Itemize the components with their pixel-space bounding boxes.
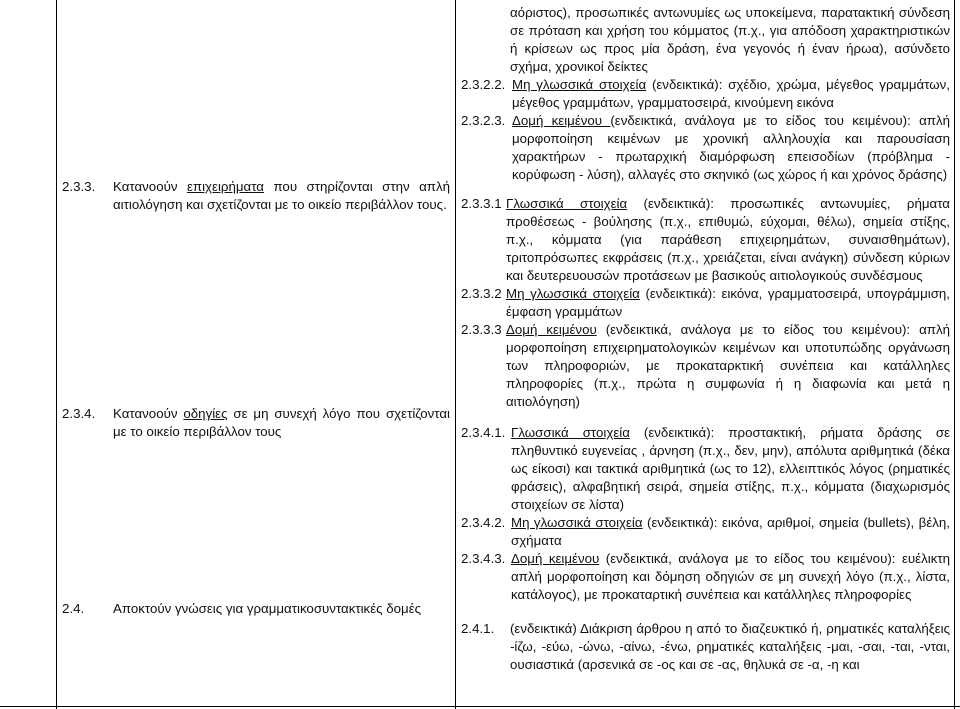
item-2-3-3-1 — [461, 195, 950, 285]
item-text: Δομή κειμένου (ενδεικτικά, ανάλογα με το είδος του κειμένου): απλή μορφοποίηση κειμένων με χρονική αλληλουχία και παρουσίαση χαρακτήρων - πρωταρχική διαμόρφωση επεισοδίων (πρόβλημα - κορύφωση - λύση), αλλαγές στο σκηνικό (ως χώρος ή και χρόνος δράσης) — [512, 113, 950, 182]
item-text: Κατανοούν επιχειρήματα που στηρίζονται στην απλή αιτιολόγηση και σχετίζονται με το οικείο περιβάλλον τους. — [113, 179, 451, 212]
item-text: Κατανοούν οδηγίες σε μη συνεχή λόγο που σχετίζονται με το οικείο περιβάλλον τους — [113, 406, 450, 439]
objective-2-4 — [62, 600, 450, 618]
item-text: Δομή κειμένου (ενδεικτικά, ανάλογα με το είδος του κειμένου): ευέλικτη απλή μορφοποίηση και δόμηση οδηγιών σε μη συνεχή λόγο (π.χ., λίστα, κατάλογος), με προκαταρτική συνέπεια και κατάλληλες πληροφορίες — [511, 551, 950, 602]
objective-2-3-3 — [62, 178, 450, 214]
item-text: Αποκτούν γνώσεις για γραμματικοσυντακτικές δομές — [113, 601, 422, 616]
item-text: Μη γλωσσικά στοιχεία (ενδεικτικά): σχέδιο, χρώμα, μέγεθος γραμμάτων, μέγεθος γραμμάτων, γραμματοσειρά, κινούμενη εικόνα — [512, 77, 950, 110]
item-2-3-4-1 — [461, 424, 950, 514]
item-2-3-2-2 — [461, 76, 950, 112]
table-border-left — [56, 0, 57, 709]
item-number: 2.3.2.3. — [461, 113, 506, 128]
item-text: Δομή κειμένου (ενδεικτικά, ανάλογα με το είδος του κειμένου): απλή μορφοποίηση επιχειρηματολογικών κειμένων και υποτυπώδης οργάνωση των πληροφοριών, με προκαταρκτική συνέπεια και κατάλληλες πληροφορίες (π.χ., πρώτα η συμφωνία ή η διαφωνία και μετά η αιτιολόγηση) — [506, 322, 950, 409]
continued-text: αόριστος), προσωπικές αντωνυμίες ως υποκείμενα, παρατακτική σύνδεση σε πρόταση και χρήση του κόμματος (π.χ., για απόδοση χαρακτηριστικών ή κρίσεων ως προς μία δράση, ένα γεγονός ή έναν ήρωα), ασύνδετο σχήμα, χρονικοί δείκτες — [510, 5, 950, 74]
item-number: 2.3.2.2. — [461, 77, 506, 92]
table-border-right — [954, 0, 955, 709]
table-column-divider — [455, 0, 456, 709]
item-number: 2.3.3.2 — [461, 286, 502, 301]
item-number: 2.3.4.3. — [461, 551, 506, 566]
item-text: (ενδεικτικά) Διάκριση άρθρου η από το διαζευκτικό ή, ρηματικές καταλήξεις -ίζω, -εύω, -ώνω, -αίνω, -ένω, ρηματικές καταλήξεις -μαι, -σαι, -ται, -νται, ουσιαστικά (αρσενικά σε -ος και σε -ας, θηλυκά σε -α, -η και — [510, 621, 950, 672]
item-2-3-2-3 — [461, 112, 950, 184]
item-number: 2.4. — [62, 601, 85, 616]
item-number: 2.4.1. — [461, 621, 495, 636]
item-2-3-4-3 — [461, 550, 950, 604]
item-text: Γλωσσικά στοιχεία (ενδεικτικά): προσωπικές αντωνυμίες, ρήματα προθέσεως - βούλησης (π.χ., επιθυμώ, εύχομαι, θέλω), σημεία στίξης, π.χ., κόμματα (για παράθεση επιχειρημάτων, συναισθημάτων), τριτοπρόσωπες εκφράσεις (π.χ., χρειάζεται, είναι ανάγκη) σύνδεση κύριων και δευτερευουσών προτάσεων με βασικούς αιτιολογικούς συνδέσμους — [506, 196, 950, 283]
item-number: 2.3.4. — [62, 406, 96, 421]
item-number: 2.3.4.1. — [461, 425, 506, 440]
item-text: Μη γλωσσικά στοιχεία (ενδεικτικά): εικόνα, γραμματοσειρά, υπογράμμιση, έμφαση γραμμάτων — [506, 286, 950, 319]
item-2-3-3-2 — [461, 285, 950, 321]
item-number: 2.3.4.2. — [461, 515, 506, 530]
table-border-bottom — [0, 706, 960, 707]
item-2-3-3-3 — [461, 321, 950, 411]
objective-2-3-4 — [62, 405, 450, 441]
item-text: Γλωσσικά στοιχεία (ενδεικτικά): προστακτική, ρήματα δράσης σε πληθυντικό ευγενείας , άρνηση (π.χ., δεν, μην), απόλυτα αριθμητικά (δέκα ως είκοσι) και τακτικά αριθμητικά (ως το 12), ελλειπτικός λόγος (ρηματικές φράσεις), αλφαβητική σειρά, σημεία στίξης, π.χ., κόμματα (διαχωρισμός στοιχείων σε λίστα) — [511, 425, 950, 512]
item-number: 2.3.3. — [62, 179, 96, 194]
item-number: 2.3.3.1 — [461, 196, 502, 211]
item-2-4-1 — [461, 620, 950, 674]
item-number: 2.3.3.3 — [461, 322, 502, 337]
item-2-3-4-2 — [461, 514, 950, 550]
item-text: Μη γλωσσικά στοιχεία (ενδεικτικά): εικόνα, αριθμοί, σημεία (bullets), βέλη, σχήματα — [511, 515, 950, 548]
